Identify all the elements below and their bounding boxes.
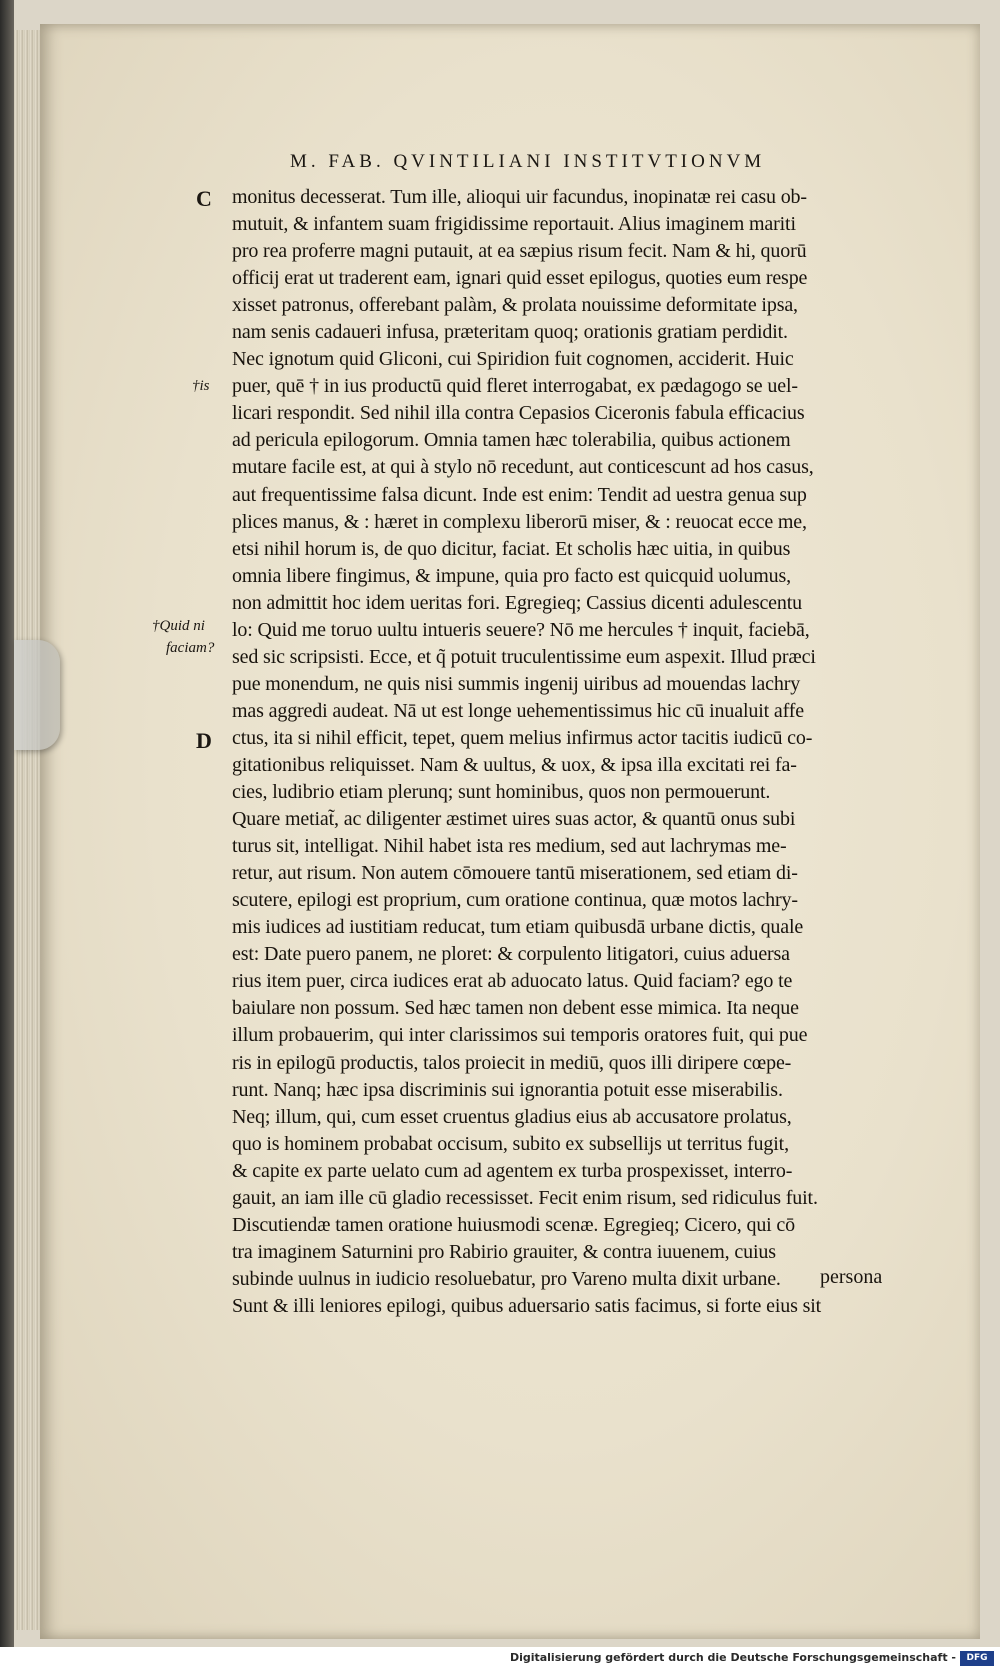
text-line: officij erat ut traderent eam, ignari quid esset epilogus, quoties eum respe — [232, 267, 808, 290]
digitization-footer — [0, 1647, 1000, 1671]
text-line: puer, quē † in ius productū quid fleret interrogabat, ex pædagogo se uel- — [232, 375, 798, 398]
text-line: aut frequentissime falsa dicunt. Inde est enim: Tendit ad uestra genua sup — [232, 483, 807, 506]
text-line: baiulare non possum. Sed hæc tamen non debent esse mimica. Ita neque — [232, 997, 799, 1020]
text-line: illum probauerim, qui inter clarissimos sui temporis oratores fuit, qui pue — [232, 1024, 808, 1047]
text-line: monitus decesserat. Tum ille, alioqui uir facundus, inopinatæ rei casu ob- — [232, 186, 807, 208]
text-line: Quare metiat̃, ac diligenter æstimet uires suas actor, & quantū onus subi — [232, 808, 796, 831]
footer-credit: Digitalisierung gefördert durch die Deutsche Forschungsgemeinschaft - — [509, 1651, 956, 1664]
text-line: quo is hominem probabat occisum, subito ex subsellijs ut territus fugit, — [232, 1132, 789, 1155]
text-line: licari respondit. Sed nihil illa contra Cepasios Ciceronis fabula efficacius — [232, 402, 805, 425]
catchword: persona — [820, 1266, 883, 1288]
text-line: mutare facile est, at qui à stylo nō recedunt, aut conticescunt ad hos casus, — [232, 456, 814, 479]
page-clip-shadow — [14, 640, 60, 750]
text-line: gauit, an iam ille cū gladio recessisset. Fecit enim risum, sed ridiculus fuit. — [232, 1186, 818, 1209]
marginal-note-faciam: faciam? — [166, 640, 215, 656]
text-line: pro rea proferre magni putauit, at ea sæpius risum fecit. Nam & hi, quorū — [232, 240, 807, 263]
text-line: omnia libere fingimus, & impune, quia pro facto est quicquid uolumus, — [232, 564, 791, 587]
text-line: xisset patronus, offerebant palàm, & prolata nouissime deformitate ipsa, — [232, 294, 798, 317]
text-line: ris in epilogū productis, talos proiecit in mediū, quos illi diripere cœpe- — [232, 1051, 792, 1074]
text-line: retur, aut risum. Non autem cōmouere tantū miserationem, sed etiam di- — [232, 862, 798, 885]
text-line: rius item puer, circa iudices erat ab aduocato latus. Quid faciam? ego te — [232, 970, 793, 993]
body-text — [232, 184, 892, 1320]
text-line: mutuit, & infantem suam frigidissime reportauit. Alius imaginem mariti — [232, 213, 796, 236]
text-line: nam senis cadaueri infusa, præteritam quoq; orationis gratiam perdidit. — [232, 321, 788, 344]
text-line: plices manus, & : hæret in complexu liberorū miser, & : reuocat ecce me, — [232, 510, 807, 533]
text-line: cies, ludibrio etiam plerunq; sunt hominibus, quos non permouerunt. — [232, 781, 771, 804]
text-line: mas aggredi audeat. Nā ut est longe uehementissimus hic cū inualuit affe — [232, 699, 804, 722]
text-line: mis iudices ad iustitiam reducat, tum etiam quibusdā urbane dictis, quale — [232, 916, 804, 939]
text-line: pue monendum, ne quis nisi summis ingenij uiribus ad mouendas lachry — [232, 672, 801, 695]
text-line: ctus, ita si nihil efficit, tepet, quem melius infirmus actor tacitis iudicū co- — [232, 726, 813, 749]
text-line: Sunt & illi leniores epilogi, quibus aduersario satis facimus, si forte eius sit — [232, 1294, 822, 1317]
dfg-logo: DFG — [960, 1651, 994, 1666]
section-letter-c: C — [196, 186, 212, 211]
page-edge-stack — [14, 30, 41, 1630]
text-line: gitationibus reliquisset. Nam & uultus, & uox, & ipsa illa excitati rei fa- — [232, 753, 797, 776]
text-line: scutere, epilogi est proprium, cum oratione continua, quæ motos lachry- — [232, 889, 798, 912]
marginal-note-is: †is — [192, 378, 210, 394]
text-line: tra imaginem Saturnini pro Rabirio grauiter, & contra iuuenem, cuius — [232, 1240, 776, 1263]
text-line: etsi nihil horum is, de quo dicitur, faciat. Et scholis hæc uitia, in quibus — [232, 537, 791, 560]
text-line: non admittit hoc idem ueritas fori. Egregieq; Cassius dicenti adulescentu — [232, 591, 803, 614]
text-line: lo: Quid me toruo uultu intueris seuere? Nō me hercules † inquit, faciebā, — [232, 618, 810, 641]
text-line: & capite ex parte uelato cum ad agentem ex turba prospexisset, interro- — [232, 1159, 793, 1182]
text-line: runt. Nanq; hæc ipsa discriminis sui ignorantia potuit esse miserabilis. — [232, 1078, 783, 1101]
text-line: Nec ignotum quid Gliconi, cui Spiridion fuit cognomen, acciderit. Huic — [232, 348, 794, 371]
marginal-note-quid-ni: †Quid ni — [152, 618, 205, 634]
text-line: Neq; illum, qui, cum esset cruentus gladius eius ab accusatore prolatus, — [232, 1105, 792, 1128]
section-letter-d: D — [196, 728, 212, 753]
text-line: turus sit, intelligat. Nihil habet ista res medium, sed aut lachrymas me- — [232, 835, 787, 858]
scan-background-edge — [0, 0, 14, 1671]
text-line: est: Date puero panem, ne ploret: & corpulento litigatori, cuius aduersa — [232, 943, 790, 966]
text-line: sed sic scripsisti. Ecce, et q̃ potuit truculentissime eum aspexit. Illud præci — [232, 645, 816, 668]
text-line: subinde uulnus in iudicio resoluebatur, pro Vareno multa dixit urbane. — [232, 1267, 781, 1290]
text-line: ad pericula epilogorum. Omnia tamen hæc tolerabilia, quibus actionem — [232, 429, 791, 452]
running-head: M. FAB. QVINTILIANI INSTITVTIONVM — [290, 151, 766, 172]
text-line: Discutiendæ tamen oratione huiusmodi scenæ. Egregieq; Cicero, qui cō — [232, 1213, 796, 1236]
